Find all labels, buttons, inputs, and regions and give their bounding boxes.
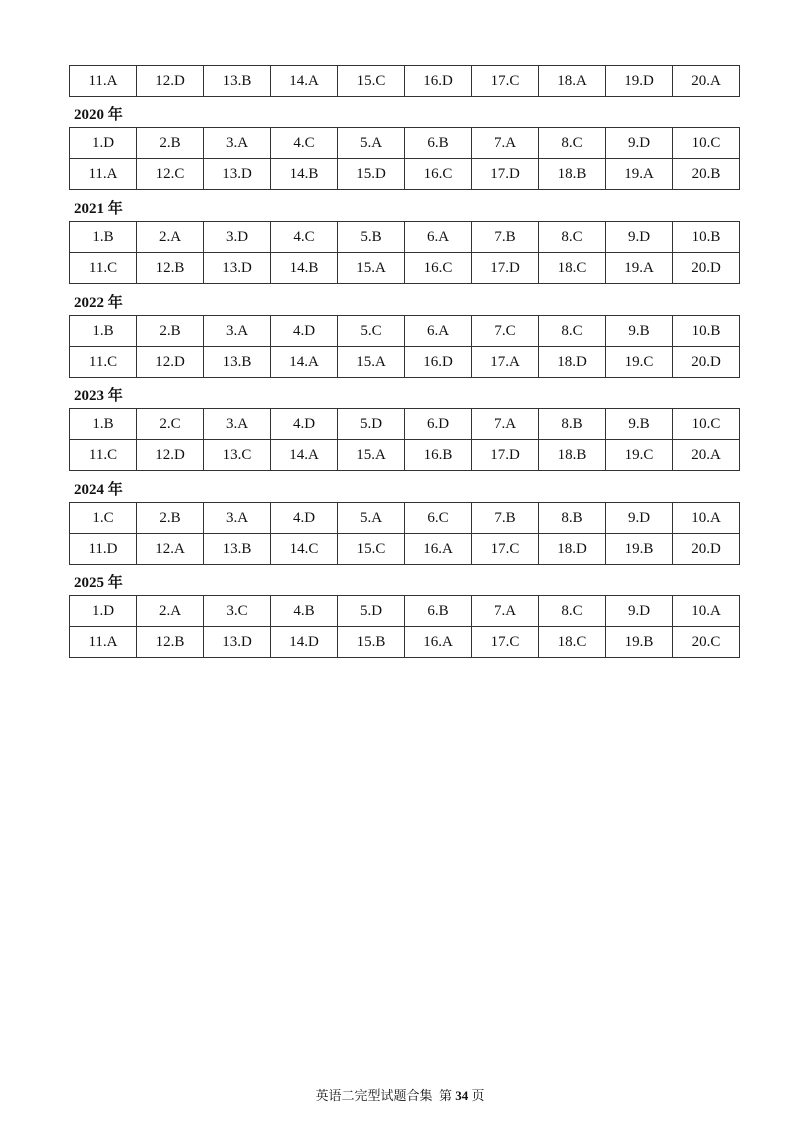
year-heading: 2024 年 <box>74 482 123 498</box>
footer-title: 英语二完型试题合集 <box>315 1088 433 1103</box>
answer-cell: 5.C <box>338 316 405 347</box>
answer-cell: 17.C <box>472 66 539 97</box>
footer-page-suffix: 页 <box>471 1088 485 1103</box>
answer-cell: 20.D <box>673 253 740 284</box>
year-block-2025 <box>69 574 740 658</box>
answer-cell: 12.C <box>137 159 204 190</box>
answer-cell: 6.A <box>405 316 472 347</box>
answer-cell: 12.B <box>137 253 204 284</box>
answer-cell: 2.B <box>137 503 204 534</box>
answer-cell: 9.D <box>606 222 673 253</box>
answer-cell: 11.A <box>70 159 137 190</box>
answer-cell: 3.A <box>204 409 271 440</box>
answer-cell: 14.B <box>271 159 338 190</box>
table-row <box>70 159 740 190</box>
answer-cell: 16.B <box>405 440 472 471</box>
answer-cell: 3.A <box>204 128 271 159</box>
answer-cell: 7.A <box>472 409 539 440</box>
answer-cell: 17.D <box>472 253 539 284</box>
answer-cell: 12.B <box>137 627 204 658</box>
year-block-2023 <box>69 387 740 471</box>
table-row <box>70 222 740 253</box>
answer-cell: 20.D <box>673 347 740 378</box>
answer-cell: 5.D <box>338 596 405 627</box>
answer-cell: 14.A <box>271 440 338 471</box>
year-block-2021 <box>69 200 740 284</box>
answer-cell: 5.D <box>338 409 405 440</box>
table-row <box>70 534 740 565</box>
answer-cell: 14.B <box>271 253 338 284</box>
year-heading: 2021 年 <box>74 201 123 217</box>
answer-cell: 9.B <box>606 409 673 440</box>
answer-cell: 8.C <box>539 222 606 253</box>
answer-cell: 12.D <box>137 347 204 378</box>
answer-cell: 10.B <box>673 222 740 253</box>
answer-table <box>69 315 740 378</box>
answer-table <box>69 408 740 471</box>
answer-cell: 1.B <box>70 222 137 253</box>
table-row <box>70 253 740 284</box>
answer-cell: 17.C <box>472 534 539 565</box>
answer-cell: 3.A <box>204 503 271 534</box>
answer-cell: 18.A <box>539 66 606 97</box>
answer-cell: 20.B <box>673 159 740 190</box>
answer-cell: 18.C <box>539 627 606 658</box>
answer-cell: 11.C <box>70 347 137 378</box>
answer-cell: 6.A <box>405 222 472 253</box>
answer-cell: 5.A <box>338 128 405 159</box>
answer-cell: 12.D <box>137 440 204 471</box>
answer-cell: 4.D <box>271 316 338 347</box>
answer-cell: 9.D <box>606 503 673 534</box>
answer-cell: 6.B <box>405 128 472 159</box>
year-heading: 2023 年 <box>74 388 123 404</box>
answer-cell: 2.B <box>137 316 204 347</box>
answer-cell: 17.D <box>472 159 539 190</box>
answer-cell: 19.A <box>606 159 673 190</box>
answer-cell: 5.B <box>338 222 405 253</box>
answer-cell: 15.C <box>338 66 405 97</box>
answer-cell: 11.A <box>70 66 137 97</box>
answer-cell: 6.D <box>405 409 472 440</box>
answer-cell: 5.A <box>338 503 405 534</box>
answer-cell: 13.D <box>204 627 271 658</box>
answer-cell: 1.B <box>70 409 137 440</box>
answer-cell: 2.A <box>137 596 204 627</box>
answer-cell: 3.D <box>204 222 271 253</box>
answer-cell: 17.C <box>472 627 539 658</box>
answer-cell: 18.B <box>539 440 606 471</box>
answer-cell: 13.D <box>204 253 271 284</box>
answer-table <box>69 502 740 565</box>
answer-cell: 11.A <box>70 627 137 658</box>
answer-cell: 16.D <box>405 347 472 378</box>
answer-cell: 18.D <box>539 534 606 565</box>
answer-cell: 16.C <box>405 253 472 284</box>
answer-cell: 4.C <box>271 222 338 253</box>
answer-cell: 13.B <box>204 534 271 565</box>
answer-cell: 12.D <box>137 66 204 97</box>
answer-cell: 11.C <box>70 440 137 471</box>
answer-cell: 17.D <box>472 440 539 471</box>
answer-cell: 8.C <box>539 316 606 347</box>
table-row <box>70 316 740 347</box>
answer-cell: 18.C <box>539 253 606 284</box>
answer-cell: 14.A <box>271 66 338 97</box>
answer-cell: 7.B <box>472 503 539 534</box>
table-row <box>70 347 740 378</box>
answer-cell: 10.B <box>673 316 740 347</box>
answer-cell: 4.D <box>271 503 338 534</box>
answer-cell: 15.A <box>338 253 405 284</box>
page-number: 34 <box>455 1088 469 1103</box>
year-heading: 2025 年 <box>74 575 123 591</box>
answer-table <box>69 65 740 97</box>
answer-cell: 13.C <box>204 440 271 471</box>
answer-cell: 19.B <box>606 627 673 658</box>
page-footer <box>0 1085 800 1104</box>
answer-cell: 7.A <box>472 596 539 627</box>
answer-cell: 19.A <box>606 253 673 284</box>
year-block-2022 <box>69 294 740 378</box>
answer-table <box>69 127 740 190</box>
answer-cell: 16.D <box>405 66 472 97</box>
answer-cell: 18.D <box>539 347 606 378</box>
answer-cell: 13.B <box>204 66 271 97</box>
answer-cell: 9.B <box>606 316 673 347</box>
answer-cell: 7.B <box>472 222 539 253</box>
answer-table <box>69 221 740 284</box>
year-block-2024 <box>69 481 740 565</box>
answer-cell: 20.A <box>673 66 740 97</box>
answer-cell: 4.C <box>271 128 338 159</box>
answer-cell: 15.D <box>338 159 405 190</box>
answer-cell: 19.C <box>606 440 673 471</box>
table-row <box>70 627 740 658</box>
answer-cell: 13.B <box>204 347 271 378</box>
answer-cell: 19.B <box>606 534 673 565</box>
answer-cell: 7.C <box>472 316 539 347</box>
answer-cell: 17.A <box>472 347 539 378</box>
answer-cell: 12.A <box>137 534 204 565</box>
answer-cell: 13.D <box>204 159 271 190</box>
answer-cell: 1.C <box>70 503 137 534</box>
answer-cell: 19.C <box>606 347 673 378</box>
answer-cell: 15.A <box>338 347 405 378</box>
answer-cell: 15.A <box>338 440 405 471</box>
answer-cell: 8.C <box>539 596 606 627</box>
answer-cell: 15.B <box>338 627 405 658</box>
answer-cell: 8.B <box>539 503 606 534</box>
answer-cell: 6.C <box>405 503 472 534</box>
answer-cell: 3.C <box>204 596 271 627</box>
table-row <box>70 440 740 471</box>
answer-cell: 6.B <box>405 596 472 627</box>
answer-cell: 9.D <box>606 128 673 159</box>
answer-cell: 10.C <box>673 128 740 159</box>
year-heading: 2022 年 <box>74 295 123 311</box>
answer-cell: 11.D <box>70 534 137 565</box>
table-row <box>70 128 740 159</box>
answer-cell: 9.D <box>606 596 673 627</box>
answer-cell: 4.D <box>271 409 338 440</box>
answer-cell: 10.C <box>673 409 740 440</box>
answer-cell: 1.D <box>70 596 137 627</box>
answer-cell: 19.D <box>606 66 673 97</box>
year-block-2020 <box>69 106 740 190</box>
answer-cell: 10.A <box>673 596 740 627</box>
answer-cell: 15.C <box>338 534 405 565</box>
answer-cell: 1.D <box>70 128 137 159</box>
answer-cell: 16.A <box>405 627 472 658</box>
answer-cell: 8.C <box>539 128 606 159</box>
answer-cell: 3.A <box>204 316 271 347</box>
answer-cell: 7.A <box>472 128 539 159</box>
answer-cell: 4.B <box>271 596 338 627</box>
answer-cell: 20.D <box>673 534 740 565</box>
answer-cell: 14.D <box>271 627 338 658</box>
footer-page-prefix: 第 <box>438 1088 452 1103</box>
previous-year-table-tail <box>69 65 740 97</box>
answer-cell: 2.C <box>137 409 204 440</box>
answer-cell: 8.B <box>539 409 606 440</box>
table-row <box>70 66 740 97</box>
answer-cell: 2.B <box>137 128 204 159</box>
answer-cell: 16.A <box>405 534 472 565</box>
table-row <box>70 596 740 627</box>
answer-cell: 16.C <box>405 159 472 190</box>
answer-cell: 20.C <box>673 627 740 658</box>
table-row <box>70 409 740 440</box>
answer-cell: 10.A <box>673 503 740 534</box>
answer-cell: 2.A <box>137 222 204 253</box>
answer-cell: 20.A <box>673 440 740 471</box>
answer-table <box>69 595 740 658</box>
year-heading: 2020 年 <box>74 107 123 123</box>
answer-cell: 18.B <box>539 159 606 190</box>
answer-cell: 11.C <box>70 253 137 284</box>
answer-cell: 1.B <box>70 316 137 347</box>
answer-cell: 14.C <box>271 534 338 565</box>
answer-cell: 14.A <box>271 347 338 378</box>
table-row <box>70 503 740 534</box>
